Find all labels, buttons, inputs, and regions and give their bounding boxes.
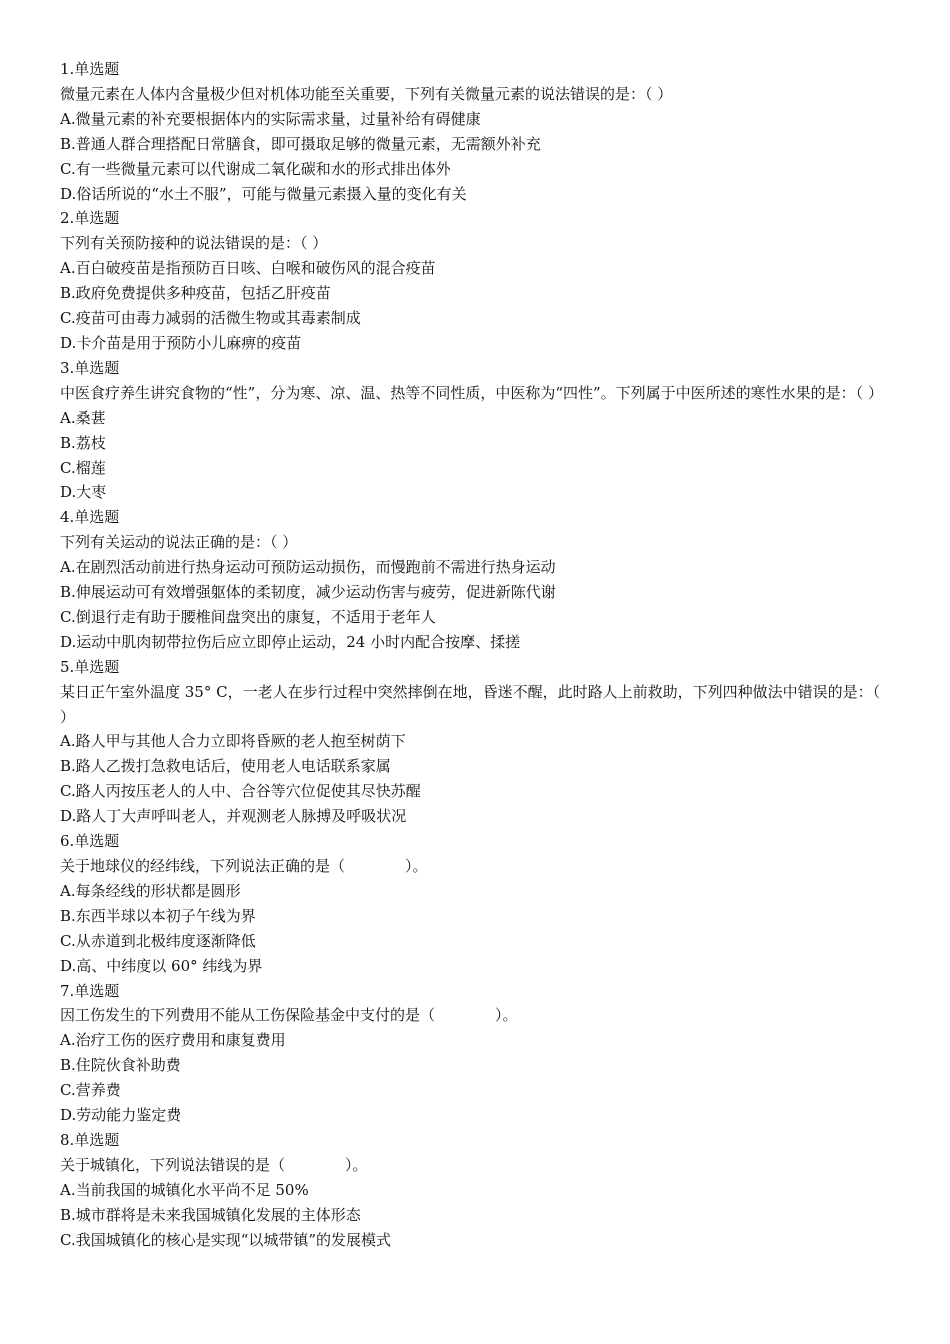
question-document xyxy=(60,57,900,1253)
question-stem: 关于城镇化，下列说法错误的是（ ）。 xyxy=(60,1155,368,1174)
option-a: A.微量元素的补充要根据体内的实际需求量，过量补给有碍健康 xyxy=(60,109,481,128)
option-b: B.伸展运动可有效增强躯体的柔韧度，减少运动伤害与疲劳，促进新陈代谢 xyxy=(60,583,556,602)
question-stem: 某日正午室外温度 35° C，一老人在步行过程中突然摔倒在地，昏迷不醒，此时路人上前救助，下列四种做法中错误的是：（ ） xyxy=(60,682,881,726)
option-a: A.桑葚 xyxy=(60,408,106,427)
question-header: 1.单选题 xyxy=(60,60,120,78)
option-a: A.治疗工伤的医疗费用和康复费用 xyxy=(60,1031,286,1050)
option-a: A.路人甲与其他人合力立即将昏厥的老人抱至树荫下 xyxy=(60,732,406,751)
option-b: B.路人乙拨打急救电话后，使用老人电话联系家属 xyxy=(60,757,391,776)
question-header: 7.单选题 xyxy=(60,981,120,1000)
question-header: 6.单选题 xyxy=(60,832,120,851)
option-c: C.有一些微量元素可以代谢成二氧化碳和水的形式排出体外 xyxy=(60,159,451,178)
question-stem: 中医食疗养生讲究食物的“性”，分为寒、凉、温、热等不同性质，中医称为“四性”。下列属于中医所述的寒性水果的是：（ ） xyxy=(60,383,883,402)
option-c: C.路人丙按压老人的人中、合谷等穴位促使其尽快苏醒 xyxy=(60,782,421,801)
question-header: 3.单选题 xyxy=(60,358,120,377)
option-d: D.卡介苗是用于预防小儿麻痹的疫苗 xyxy=(60,333,302,352)
question-stem: 关于地球仪的经纬线，下列说法正确的是（ ）。 xyxy=(60,857,428,875)
question-stem: 因工伤发生的下列费用不能从工伤保险基金中支付的是（ ）。 xyxy=(60,1006,518,1025)
option-d: D.俗话所说的“水土不服”，可能与微量元素摄入量的变化有关 xyxy=(60,184,467,203)
question-header: 8.单选题 xyxy=(60,1130,120,1149)
option-c: C.榴莲 xyxy=(60,458,106,477)
option-d: D.运动中肌肉韧带拉伤后应立即停止运动，24 小时内配合按摩、揉搓 xyxy=(60,632,521,651)
option-b: B.东西半球以本初子午线为界 xyxy=(60,906,256,925)
option-a: A.在剧烈活动前进行热身运动可预防运动损伤，而慢跑前不需进行热身运动 xyxy=(60,558,556,577)
question-header: 2.单选题 xyxy=(60,209,120,228)
option-a: A.当前我国的城镇化水平尚不足 50% xyxy=(60,1180,309,1199)
option-d: D.大枣 xyxy=(60,483,107,502)
option-d: D.劳动能力鉴定费 xyxy=(60,1106,182,1125)
question-stem: 下列有关运动的说法正确的是：（ ） xyxy=(60,533,298,552)
option-b: B.普通人群合理搭配日常膳食，即可摄取足够的微量元素，无需额外补充 xyxy=(60,134,541,153)
option-c: C.从赤道到北极纬度逐渐降低 xyxy=(60,931,256,950)
option-b: B.荔枝 xyxy=(60,433,106,452)
option-c: C.疫苗可由毒力减弱的活微生物或其毒素制成 xyxy=(60,309,361,328)
option-c: C.营养费 xyxy=(60,1081,121,1100)
question-stem: 微量元素在人体内含量极少但对机体功能至关重要，下列有关微量元素的说法错误的是：（ ） xyxy=(60,84,673,103)
option-d: D.高、中纬度以 60° 纬线为界 xyxy=(60,956,263,975)
option-b: B.政府免费提供多种疫苗，包括乙肝疫苗 xyxy=(60,284,331,303)
option-c: C.倒退行走有助于腰椎间盘突出的康复，不适用于老年人 xyxy=(60,607,436,626)
option-c: C.我国城镇化的核心是实现“以城带镇”的发展模式 xyxy=(60,1230,392,1249)
question-header: 5.单选题 xyxy=(60,657,120,676)
option-a: A.百白破疫苗是指预防百日咳、白喉和破伤风的混合疫苗 xyxy=(60,259,436,278)
option-b: B.住院伙食补助费 xyxy=(60,1056,181,1075)
option-d: D.路人丁大声呼叫老人，并观测老人脉搏及呼吸状况 xyxy=(60,807,407,826)
option-b: B.城市群将是未来我国城镇化发展的主体形态 xyxy=(60,1205,361,1224)
option-a: A.每条经线的形状都是圆形 xyxy=(60,881,241,900)
question-stem: 下列有关预防接种的说法错误的是：（ ） xyxy=(60,234,328,253)
question-header: 4.单选题 xyxy=(60,508,120,527)
